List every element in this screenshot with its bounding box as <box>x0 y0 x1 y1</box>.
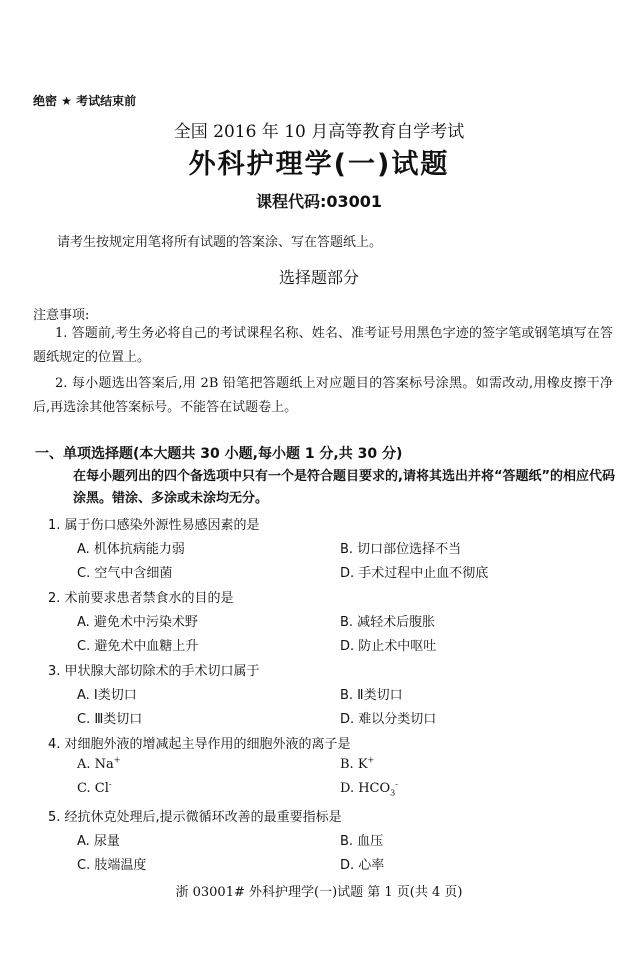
notes-heading: 注意事项: <box>33 308 90 323</box>
option-a: A. 机体抗病能力弱 <box>77 542 185 557</box>
option-c: C. 空气中含细菌 <box>77 566 173 581</box>
section-instruction: 在每小题列出的四个备选项中只有一个是符合题目要求的,请将其选出并将“答题纸”的相应代码涂黑。错涂、多涂或未涂均无分。 <box>73 469 616 506</box>
option-c <box>77 781 112 796</box>
page-footer: 浙 03001# 外科护理学(一)试题 第 1 页(共 4 页) <box>175 885 463 900</box>
option-c: C. Ⅲ类切口 <box>77 712 143 727</box>
exam-name: 全国 2016 年 10 月高等教育自学考试 <box>173 122 465 142</box>
charge-superscript: - <box>395 779 398 789</box>
option-d: D. 心率 <box>340 858 385 873</box>
option-b: B. 切口部位选择不当 <box>340 542 462 557</box>
charge-superscript: + <box>367 755 375 765</box>
option-a: A. 尿量 <box>77 834 120 849</box>
question-stem: 3. 甲状腺大部切除术的手术切口属于 <box>48 664 260 679</box>
page-title: 外科护理学(一)试题 <box>188 149 450 180</box>
note-item: 1. 答题前,考生务必将自己的考试课程名称、姓名、准考证号用黑色字迹的签字笔或钢笔填写在答题纸规定的位置上。 <box>33 326 613 365</box>
question-stem: 4. 对细胞外液的增减起主导作用的细胞外液的离子是 <box>48 737 351 752</box>
note-item: 2. 每小题选出答案后,用 2B 铅笔把答题纸上对应题目的答案标号涂黑。如需改动,用橡皮擦干净后,再选涂其他答案标号。不能答在试题卷上。 <box>33 376 613 415</box>
option-b: B. 减轻术后腹胀 <box>340 615 436 630</box>
option-b-text: B. K <box>340 757 368 772</box>
question-stem: 1. 属于伤口感染外源性易感因素的是 <box>48 518 260 533</box>
answer-notice: 请考生按规定用笔将所有试题的答案涂、写在答题纸上。 <box>57 235 383 250</box>
option-d: D. 手术过程中止血不彻底 <box>340 566 489 581</box>
option-c: C. 避免术中血糖上升 <box>77 639 199 654</box>
subscript: 3 <box>390 788 396 798</box>
option-a-text: A. Na <box>77 757 114 772</box>
option-d-text: D. HCO <box>340 781 391 796</box>
option-d <box>340 781 398 798</box>
option-b <box>340 757 374 772</box>
question-stem: 2. 术前要求患者禁食水的目的是 <box>48 591 234 606</box>
option-c-text: C. Cl <box>77 781 109 796</box>
option-a <box>77 757 120 772</box>
option-b: B. Ⅱ类切口 <box>340 688 403 703</box>
charge-superscript: + <box>113 755 121 765</box>
option-a: A. 避免术中污染术野 <box>77 615 198 630</box>
option-b: B. 血压 <box>340 834 384 849</box>
option-d: D. 难以分类切口 <box>340 712 437 727</box>
charge-superscript: - <box>108 779 112 789</box>
part-title: 选择题部分 <box>278 268 359 287</box>
section-title: 一、单项选择题(本大题共 30 小题,每小题 1 分,共 30 分) <box>35 446 403 462</box>
option-c: C. 肢端温度 <box>77 858 147 873</box>
option-d: D. 防止术中呕吐 <box>340 639 437 654</box>
course-code: 课程代码:03001 <box>255 192 383 211</box>
confidential-label: 绝密 ★ 考试结束前 <box>33 94 137 108</box>
question-stem: 5. 经抗休克处理后,提示微循环改善的最重要指标是 <box>48 810 342 825</box>
option-a: A. Ⅰ类切口 <box>77 688 137 703</box>
